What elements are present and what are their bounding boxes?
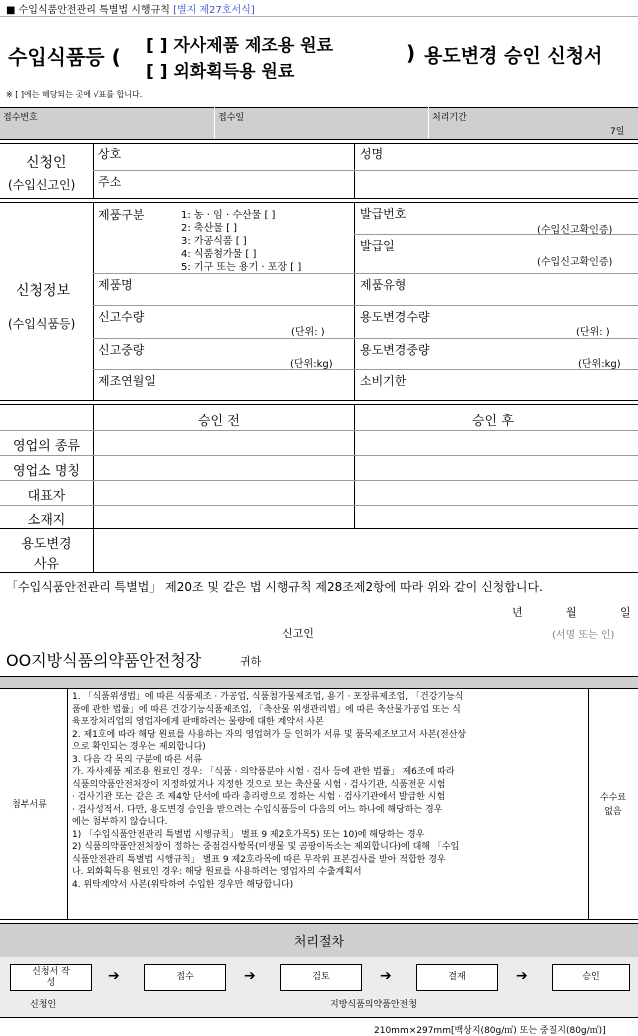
- attachment-line: 에는 첨부하지 않습니다.: [72, 817, 168, 827]
- checkbox-note: ※ [ ]에는 해당되는 곳에 √표를 합니다.: [6, 90, 143, 99]
- attachment-line: 식품안전관리 특별법 시행규칙」 별표 9 제2호라목에 따른 무작위 표본검사를 받아 적합한 경우: [72, 854, 446, 865]
- category-food-additive-checkbox[interactable]: 4: 식품첨가물 [ ]: [181, 249, 257, 260]
- process-actor-agency: 지방식품의약품안전청: [330, 1000, 417, 1010]
- applicant-signature-label: 신고인: [282, 627, 314, 640]
- representative-label: 대표자: [27, 489, 66, 504]
- category-agricultural-checkbox[interactable]: 1: 농 · 임 · 수산물 [ ]: [181, 210, 276, 221]
- process-title: 처리절차: [293, 935, 345, 950]
- issue-date-note: (수입신고확인증): [537, 257, 613, 268]
- declaration-statement: 「수입식품안전관리 특별법」 제20조 및 같은 법 시행규칙 제28조제2항에 따라 위와 같이 신청합니다.: [6, 580, 543, 594]
- trade-name-field[interactable]: 상호: [98, 147, 122, 161]
- application-info-title: 신청정보: [16, 283, 71, 299]
- category-livestock-checkbox[interactable]: 2: 축산물 [ ]: [181, 223, 238, 234]
- location-label: 소재지: [27, 513, 66, 528]
- attachment-line: 1. 「식품위생법」에 따른 식품제조 · 가공업, 식품첨가물제조업, 용기 · 포장류제조업, 「건강기능식: [72, 692, 464, 702]
- change-reason-label-2: 사유: [33, 557, 60, 572]
- step-review: 검토: [280, 964, 362, 991]
- declared-quantity-unit: (단위: ): [291, 327, 325, 338]
- paper-size-note: 210mm×297mm[백상지(80g/㎡) 또는 중질지(80g/㎡)]: [374, 1026, 606, 1036]
- change-reason-label-1: 용도변경: [21, 537, 72, 552]
- attachments-list: [72, 691, 586, 891]
- recipient-suffix: 귀하: [240, 655, 262, 668]
- arrow-right-icon: ➔: [380, 968, 392, 984]
- date-day[interactable]: 일: [620, 606, 631, 619]
- product-category-label: 제품구분: [98, 208, 145, 222]
- applicant-name-field[interactable]: 성명: [360, 147, 384, 161]
- fee-value: 없음: [604, 807, 622, 817]
- receipt-date-label: 접수일: [218, 113, 245, 123]
- category-processed-food-checkbox[interactable]: 3: 가공식품 [ ]: [181, 236, 247, 247]
- attachment-line: 3. 다음 각 목의 구분에 따른 서류: [72, 754, 203, 765]
- form-title-main: 수입식품등 (: [8, 45, 121, 69]
- receipt-number-label: 접수번호: [3, 113, 38, 123]
- processing-period-label: 처리기간: [432, 113, 467, 123]
- address-field[interactable]: 주소: [98, 175, 122, 189]
- arrow-right-icon: ➔: [108, 968, 120, 984]
- step-receipt: 접수: [144, 964, 226, 991]
- attachment-line: 2) 식품의약품안전처장이 정하는 중점검사항목(미생물 및 곰팡이독소는 제외합니다)에 대해 「수입: [72, 842, 460, 852]
- approval-after-header: 승인 후: [472, 414, 514, 429]
- date-month[interactable]: 월: [566, 606, 577, 619]
- business-type-label: 영업의 종류: [13, 439, 80, 454]
- arrow-right-icon: ➔: [516, 968, 528, 984]
- form-reference: [6, 1, 255, 16]
- date-year[interactable]: 년: [512, 606, 523, 619]
- changed-weight-field[interactable]: 용도변경중량: [360, 343, 430, 357]
- manufacture-date-field[interactable]: 제조연월일: [98, 374, 156, 388]
- processing-period-value: 7일: [610, 127, 625, 137]
- declared-weight-field[interactable]: 신고중량: [98, 343, 145, 357]
- issue-number-field[interactable]: 발급번호: [360, 207, 407, 221]
- fee-label: 수수료: [599, 793, 627, 803]
- changed-weight-unit: (단위:kg): [578, 359, 621, 370]
- form-title-end: 용도변경 승인 신청서: [424, 45, 603, 67]
- changed-quantity-unit: (단위: ): [576, 327, 610, 338]
- title-option-foreign-currency[interactable]: [ ] 외화획득용 원료: [146, 62, 295, 82]
- step-decision: 결재: [416, 964, 498, 991]
- attachment-line: 2. 제1호에 따라 해당 원료를 사용하는 자의 영업허가 등 인허가 서류 및 품목제조보고서 사본(전산상: [72, 729, 467, 740]
- attachment-line: 육포장처리업의 영업자에게 판매하려는 물량에 대한 계약서 사본: [72, 717, 324, 727]
- recipient-agency: OO지방식품의약품안전청장: [6, 651, 202, 670]
- attachment-line: 가. 자사제품 제조용 원료인 경우: 「식품 · 의약품분야 시험 · 검사 등에 관한 법률」 제6조에 따라: [72, 767, 455, 777]
- product-type-field[interactable]: 제품유형: [360, 278, 407, 292]
- approval-before-header: 승인 전: [198, 414, 240, 429]
- declared-weight-unit: (단위:kg): [290, 359, 333, 370]
- expiry-date-field[interactable]: 소비기한: [360, 374, 407, 388]
- arrow-right-icon: ➔: [244, 968, 256, 984]
- application-info-subtitle: (수입식품등): [8, 317, 76, 331]
- attachments-label: 첨부서류: [12, 800, 47, 810]
- attachment-line: 품에 관한 법률」에 따른 건강기능식품제조업, 「축산물 위생관리법」에 따른 축산물가공업 또는 식: [72, 704, 461, 715]
- signature-note[interactable]: (서명 또는 인): [552, 630, 615, 641]
- attachment-line: 4. 위탁계약서 사본(위탁하여 수입한 경우만 해당합니다): [72, 879, 294, 890]
- attachment-line: 1) 「수입식품안전관리 특별법 시행규칙」 별표 9 제2호가목5) 또는 10)에 해당하는 경우: [72, 829, 425, 840]
- business-name-label: 영업소 명칭: [13, 464, 80, 479]
- form-number: [별지 제27호서식]: [173, 5, 255, 16]
- applicant-title: 신청인: [26, 155, 67, 171]
- applicant-subtitle: (수입신고인): [8, 178, 76, 192]
- attachment-line: · 검사성적서. 다만, 용도변경 승인을 받으려는 수입식품등이 다음의 어느 하나에 해당하는 경우: [72, 804, 443, 815]
- process-actor-applicant: 신청인: [30, 1000, 57, 1010]
- title-option-own-product[interactable]: [ ] 자사제품 제조용 원료: [146, 36, 334, 56]
- step-approval: 승인: [552, 964, 630, 991]
- attachment-line: 나. 외화획득용 원료인 경우: 해당 원료를 사용하려는 영업자의 수출계획서: [72, 867, 362, 877]
- issue-date-field[interactable]: 발급일: [360, 239, 395, 253]
- attachments-separator: [0, 676, 638, 688]
- attachment-line: · 검사기관 또는 같은 조 제4항 단서에 따라 총리령으로 정하는 시험 · 검사기관에서 발급한 시험: [72, 792, 446, 802]
- changed-quantity-field[interactable]: 용도변경수량: [360, 310, 430, 324]
- title-close-paren: ): [406, 41, 416, 65]
- issue-number-note: (수입신고확인증): [537, 225, 613, 236]
- form-reference-text: ■ 수입식품안전관리 특별법 시행규칙: [6, 5, 174, 16]
- attachment-line: 식품의약품안전처장이 지정하였거나 지정한 것으로 보는 축산물 시험 · 검사기관, 식품전문 시험: [72, 779, 446, 790]
- receipt-bar: [0, 107, 638, 139]
- attachment-line: 으로 확인되는 경우는 제외합니다): [72, 742, 206, 752]
- product-name-field[interactable]: 제품명: [98, 278, 133, 292]
- step-application: 신청서 작성: [10, 964, 92, 991]
- declared-quantity-field[interactable]: 신고수량: [98, 310, 145, 324]
- category-apparatus-checkbox[interactable]: 5: 기구 또는 용기 · 포장 [ ]: [181, 262, 302, 273]
